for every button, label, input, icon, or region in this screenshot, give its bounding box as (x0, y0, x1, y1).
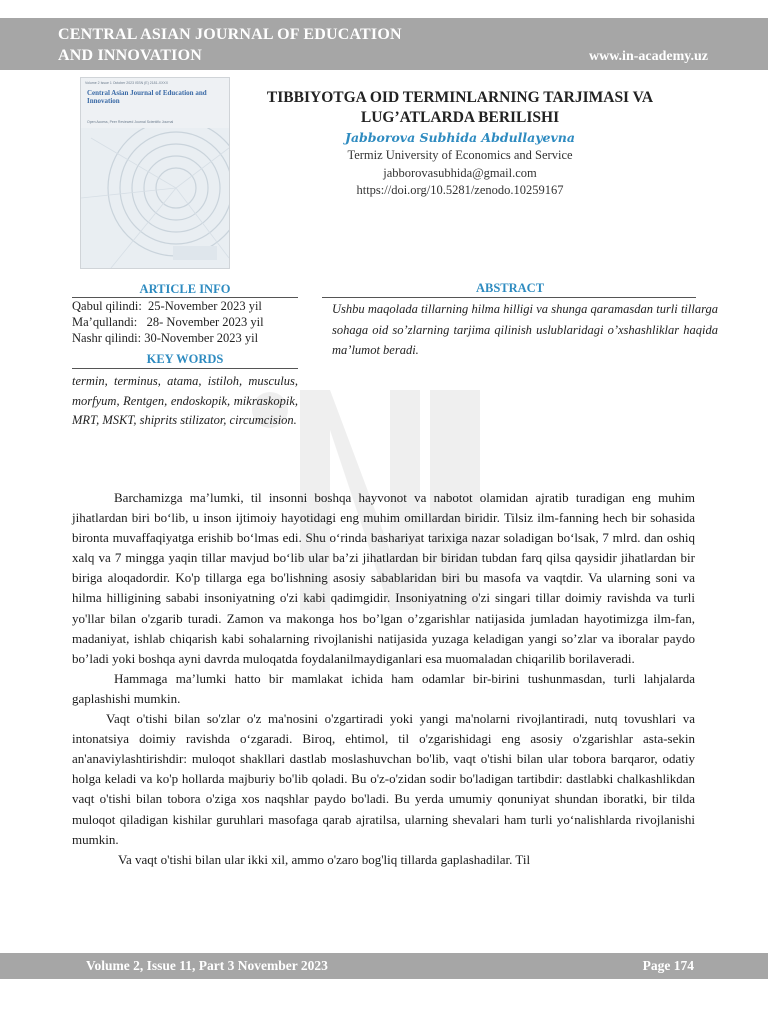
received-date: Qabul qilindi: 25-November 2023 yil (72, 299, 262, 313)
author-affiliation: Termiz University of Economics and Service (347, 148, 573, 162)
keywords-heading: KEY WORDS (146, 352, 224, 366)
cover-sub-line: Open Access, Peer Reviewed Journal Scientific Journal (87, 120, 174, 124)
page-footer (0, 953, 768, 979)
journal-cover-image (80, 77, 230, 269)
journal-website[interactable]: www.in-academy.uz (589, 49, 708, 64)
journal-header (0, 18, 768, 70)
article-doi[interactable]: https://doi.org/10.5281/zenodo.10259167 (356, 183, 564, 197)
body-paragraph-2: Hammaga ma’lumki hatto bir mamlakat ichida ham odamlar bir-birini tushunmasdan, turli lahjalarda gaplashishi mumkin. (72, 670, 695, 706)
body-paragraph-3: Vaqt o'tishi bilan so'zlar o'z ma'nosini o'zgartiradi yoki yangi ma'nolarni rivojlantiradi, nutq tovushlari va intonatsiya doimiy ravishda o‘zgaradi. Biroq, ehtimol, til o'zgarishidagi eng asosiy o'zgarishlar asta-sekin an'anaviylashtirishdir: muloqot shakllari dastlab moslashuvchan bo'lib, vaqt o'tishi bilan ular tobora barqaror, odatiy holga keladi va ko'p hollarda majburiy bo'lib qoladi. Bu o'z-o'zidan sodir bo'ladigan tartibdir: dastlabki chalkashlikdan vaqt o'tishi bilan tobora o'ziga xos naqshlar paydo bo'ladi. Bu yerda umumiy qonuniyat shundan iboratki, bir tilda muloqot qiladigan kishilar guruhlari masofaga qarab ajratilsa, ularning shevalari ham turli yo‘nalishlarda rivojlanishi mumkin. (72, 711, 695, 847)
accepted-date: Ma’qullandi: 28- November 2023 yil (72, 315, 264, 329)
article-info-rule (72, 297, 298, 298)
body-paragraph-1: Barchamizga ma’lumki, til insonni boshqa hayvonot va nabotot olamidan ajratib turadigan eng muhim jihatlardan biri bo‘lib, u inson ijtimoiy hayotidagi eng muhim omillardan biridir. Tilsiz ilm-fanning hech bir sohasida bironta muvaffaqiyatga erishib bo‘lmas edi. Shu o‘rinda bashariyat tarixiga nazar soladigan bo‘lsak, 7 mlrd. dan oshiq xalq va 7 mingga yaqin tillar mavjud bo‘lib ular ba’zi jihatlardan bir biridan tubdan farq qilsa qaysidir jihatlardan bir biriga aloqadordir. Ko'p tillarga ega bo'lishning asosiy sabablaridan biri bu masofa va vaqtdir. Va ularning soni va hilma hilligining sababi insoniyatning o'zi kabi qadimgidir. Insoniyatning o'zi singari tillar doimiy ravishda va turli yo'llar bilan o'zgarib turadi. Zamon va makonga hos bo’lgan o’zgarishlar natijasida jumladan hayotimizga ilm-fan, madaniyat, ishlab chiqarish kabi sohalarning rivojlanishi natijasida yuzaga keladigan yangi so’zlar va iboralar paydo bo’ladi yoki boshqa ayni davrda muloqatda foydalanilmaydiganlari esa muomaladan chiqarilib borilaveradi. (72, 490, 695, 666)
article-title: TIBBIYOTGA OID TERMINLARNING TARJIMASI VA LUG’ATLARDA BERILISHI (266, 89, 654, 126)
abstract-rule (322, 297, 696, 298)
article-info-heading: ARTICLE INFO (139, 282, 231, 296)
journal-title: CENTRAL ASIAN JOURNAL OF EDUCATION AND INNOVATION (58, 26, 402, 64)
keywords-rule (72, 368, 298, 369)
body-paragraph-4: Va vaqt o'tishi bilan ular ikki xil, ammo o'zaro bog'liq tillarda gaplashadilar. Til (118, 851, 531, 867)
keywords-list: termin, terminus, atama, istiloh, musculus, morfyum, Rentgen, endoskopik, mikraskopik, MRT, MSKT, shiprits stilizator, circumcision. (72, 374, 298, 427)
abstract-text (332, 299, 718, 361)
abstract-heading: ABSTRACT (475, 281, 545, 295)
cover-journal-name: Central Asian Journal of Education and Innovation (87, 89, 207, 105)
cover-artwork (81, 128, 229, 268)
article-author: Jabborova Subhida Abdullayevna (345, 130, 575, 145)
published-date: Nashr qilindi: 30-November 2023 yil (72, 331, 259, 345)
article-body (72, 488, 695, 870)
cover-top-line: Volume 2 Issue 1 October 2023 ISSN (E) 2181-XXXX (85, 81, 169, 85)
volume-issue: Volume 2, Issue 11, Part 3 November 2023 (86, 958, 328, 973)
author-email[interactable]: jabborovasubhida@gmail.com (383, 166, 537, 180)
abstract-paragraph: Ushbu maqolada tillarning hilma hilligi va shunga qaramasdan turli tillarga sohaga oid so’zlarning tarjima qilinish uslublaridagi o’xshashliklar haqida ma’lumot beradi. (332, 302, 718, 357)
page-number: Page 174 (642, 958, 694, 973)
